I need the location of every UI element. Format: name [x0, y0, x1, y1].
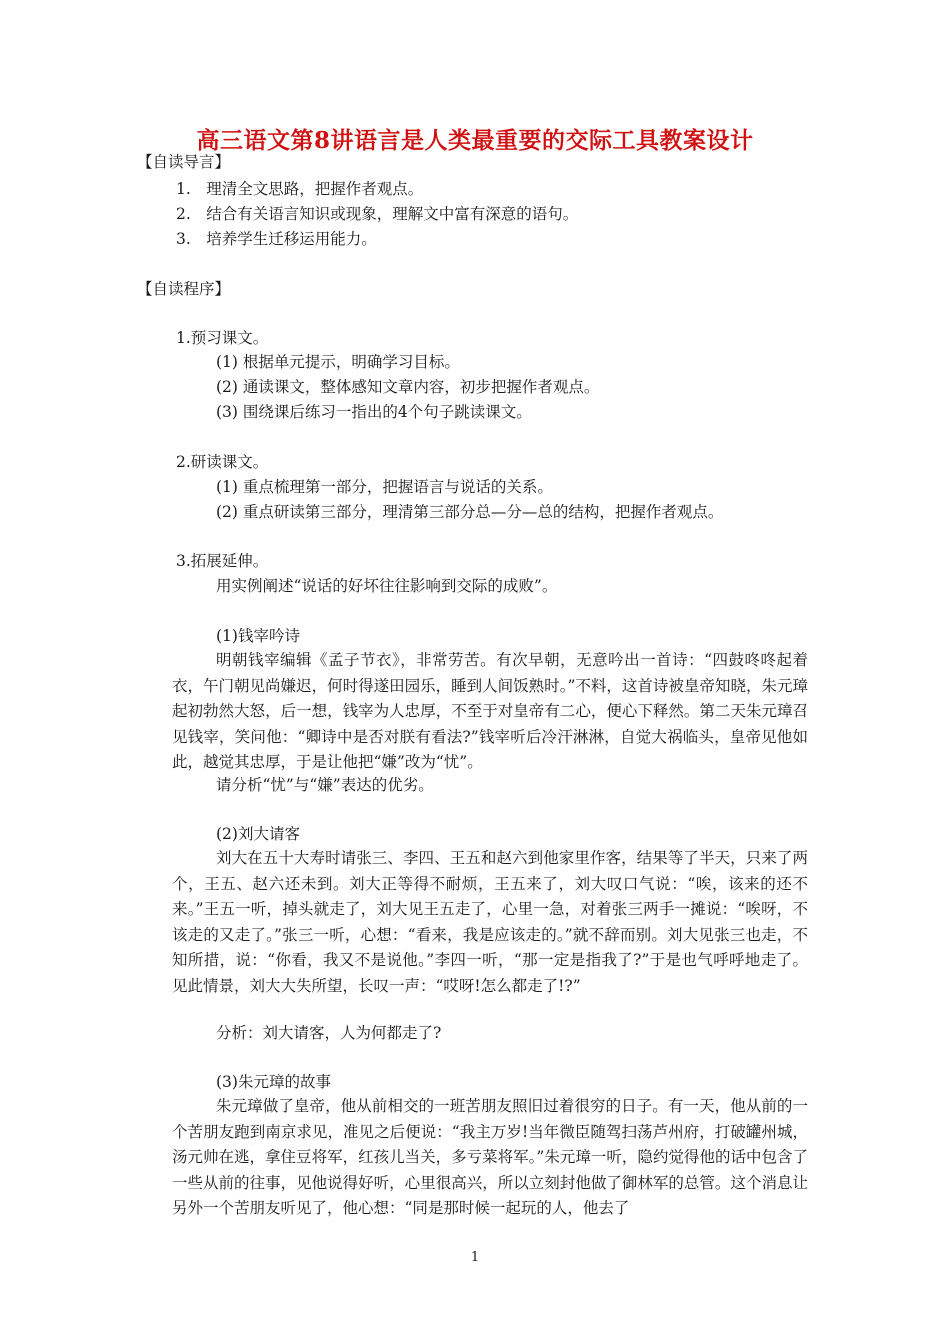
step2-item-2: (2) 重点研读第三部分，理清第三部分总—分—总的结构，把握作者观点。 [216, 503, 724, 521]
step3-intro: 用实例阐述“说话的好坏往往影响到交际的成败”。 [216, 577, 558, 595]
guide-item-3: 3. 培养学生迁移运用能力。 [176, 230, 377, 248]
story3-title: (3)朱元璋的故事 [216, 1073, 331, 1091]
page-number: 1 [470, 1250, 480, 1265]
step1-item-1: (1) 根据单元提示，明确学习目标。 [216, 353, 460, 371]
story2-body [172, 846, 808, 999]
guide-item-2: 2. 结合有关语言知识或现象，理解文中富有深意的语句。 [176, 205, 579, 223]
document-title: 高三语文第8讲语言是人类最重要的交际工具教案设计 [196, 127, 754, 154]
guide-heading: 【自读导言】 [137, 153, 231, 171]
story1-paragraph: 明朝钱宰编辑《孟子节衣》，非常劳苦。有次早朝，无意吟出一首诗：“四鼓咚咚起着衣，午门朝见尚嫌迟，何时得遂田园乐，睡到人间饭熟时。”不料，这首诗被皇帝知晓，朱元璋起初勃然大怒，后一想，钱宰为人忠厚，不至于对皇帝有二心，便心下释然。第二天朱元璋召见钱宰，笑问他：“卿诗中是否对朕有看法?”钱宰听后冷汗淋淋，自觉大祸临头，皇帝见他如此，越觉其忠厚，于是让他把“嫌”改为“忧”。 [172, 651, 808, 771]
step3-label: 3.拓展延伸。 [176, 552, 269, 570]
story3-paragraph: 朱元璋做了皇帝，他从前相交的一班苦朋友照旧过着很穷的日子。有一天，他从前的一个苦朋友跑到南京求见，准见之后便说：“我主万岁!当年微臣随驾扫荡芦州府，打破罐州城，汤元帅在逃，拿住豆将军，红孩儿当关，多亏菜将军。”朱元璋一听，隐约觉得他的话中包含了一些从前的往事，见他说得好听，心里很高兴，所以立刻封他做了御林军的总管。这个消息让另外一个苦朋友听见了，他心想：“同是那时候一起玩的人，他去了 [172, 1097, 808, 1217]
step1-item-2: (2) 通读课文，整体感知文章内容，初步把握作者观点。 [216, 378, 600, 396]
story2-question: 分析：刘大请客，人为何都走了? [216, 1024, 442, 1042]
story2-title: (2)刘大请客 [216, 825, 300, 843]
step1-label: 1.预习课文。 [176, 329, 269, 347]
story1-question: 请分析“忧”与“嫌”表达的优劣。 [216, 776, 434, 794]
step2-label: 2.研读课文。 [176, 453, 269, 471]
story1-body [172, 648, 808, 776]
story1-title: (1)钱宰吟诗 [216, 627, 300, 645]
procedure-heading: 【自读程序】 [137, 280, 231, 298]
step1-item-3: (3) 围绕课后练习一指出的4个句子跳读课文。 [216, 403, 532, 421]
guide-item-1: 1. 理清全文思路，把握作者观点。 [176, 180, 424, 198]
step2-item-1: (1) 重点梳理第一部分，把握语言与说话的关系。 [216, 478, 553, 496]
story3-body [172, 1094, 808, 1222]
story2-paragraph: 刘大在五十大寿时请张三、李四、王五和赵六到他家里作客，结果等了半天，只来了两个，王五、赵六还未到。刘大正等得不耐烦，王五来了，刘大叹口气说：“唉，该来的还不来。”王五一听，掉头就走了，刘大见王五走了，心里一急，对着张三两手一摊说：“唉呀，不该走的又走了。”张三一听，心想：“看来，我是应该走的。”就不辞而别。刘大见张三也走，不知所措，说：“你看，我又不是说他。”李四一听，“那一定是指我了?”于是也气呼呼地走了。见此情景，刘大大失所望，长叹一声：“哎呀!怎么都走了!?” [172, 849, 808, 995]
